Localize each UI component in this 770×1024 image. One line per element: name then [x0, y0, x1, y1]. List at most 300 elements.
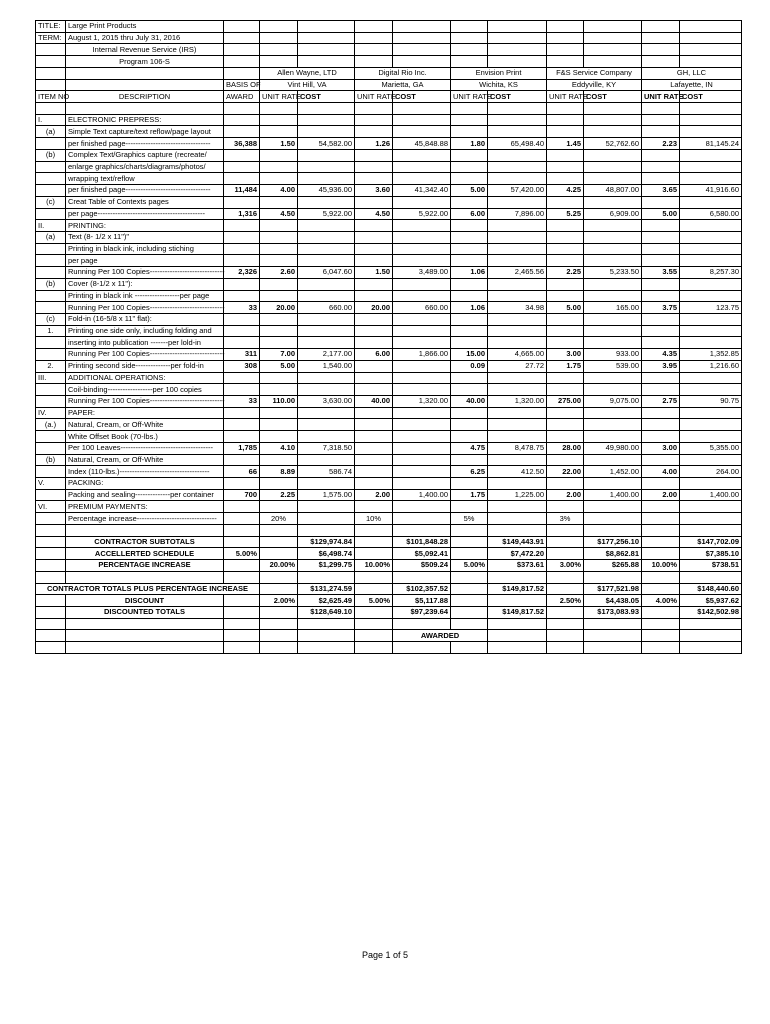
table-cell — [393, 243, 451, 255]
table-cell — [260, 173, 298, 185]
table-cell — [260, 231, 298, 243]
table-cell — [36, 56, 66, 68]
table-cell — [260, 114, 298, 126]
table-cell — [224, 642, 260, 654]
table-cell — [584, 290, 642, 302]
table-cell — [393, 372, 451, 384]
table-cell: wrapping text/reflow — [66, 173, 224, 185]
table-cell — [36, 548, 66, 560]
table-cell — [224, 149, 260, 161]
table-cell: 1,785 — [224, 442, 260, 454]
table-cell — [584, 196, 642, 208]
table-cell — [547, 21, 584, 33]
table-cell: $101,848.28 — [393, 536, 451, 548]
table-row — [36, 126, 742, 138]
table-cell: 5,922.00 — [298, 208, 355, 220]
table-cell: Text (8- 1/2 x 11")" — [66, 231, 224, 243]
table-cell: 45,848.88 — [393, 138, 451, 150]
table-row — [36, 501, 742, 513]
table-cell — [298, 114, 355, 126]
table-cell — [642, 337, 680, 349]
table-cell: DESCRIPTION — [66, 91, 224, 103]
table-cell — [36, 243, 66, 255]
table-cell — [680, 220, 742, 232]
table-cell: 5,233.50 — [584, 267, 642, 279]
table-cell: 41,916.60 — [680, 185, 742, 197]
table-cell — [355, 501, 393, 513]
table-row — [36, 79, 742, 91]
table-cell: 1.06 — [451, 267, 488, 279]
table-row — [36, 642, 742, 654]
table-cell — [355, 56, 393, 68]
table-cell: 2.25 — [260, 489, 298, 501]
table-cell: DISCOUNTED TOTALS — [66, 606, 224, 618]
table-cell — [298, 513, 355, 525]
table-cell: 6,047.60 — [298, 267, 355, 279]
table-cell: ACCELLERTED SCHEDULE — [66, 548, 224, 560]
table-cell — [393, 255, 451, 267]
table-cell — [36, 536, 66, 548]
table-cell — [547, 642, 584, 654]
table-row — [36, 278, 742, 290]
table-cell — [298, 325, 355, 337]
table-cell: AWARD — [224, 91, 260, 103]
page-number: Page 1 of 5 — [361, 950, 409, 960]
table-cell — [547, 32, 584, 44]
table-cell — [355, 196, 393, 208]
table-row — [36, 67, 742, 79]
table-cell — [298, 313, 355, 325]
table-cell — [451, 407, 488, 419]
table-cell — [355, 431, 393, 443]
table-cell — [680, 325, 742, 337]
table-cell — [260, 419, 298, 431]
table-cell: $6,498.74 — [298, 548, 355, 560]
table-cell — [547, 103, 584, 115]
table-cell — [260, 583, 298, 595]
table-cell — [355, 255, 393, 267]
table-cell: 90.75 — [680, 396, 742, 408]
table-cell — [642, 103, 680, 115]
table-row — [36, 208, 742, 220]
table-cell — [355, 114, 393, 126]
table-cell — [36, 79, 66, 91]
table-cell — [224, 243, 260, 255]
table-cell — [547, 173, 584, 185]
table-cell: 4.00 — [260, 185, 298, 197]
table-cell — [260, 478, 298, 490]
table-cell — [224, 419, 260, 431]
table-cell — [36, 606, 66, 618]
table-cell — [393, 44, 451, 56]
table-cell — [298, 501, 355, 513]
table-row — [36, 196, 742, 208]
table-cell — [224, 560, 260, 572]
table-cell — [224, 313, 260, 325]
table-cell — [547, 231, 584, 243]
table-cell — [488, 325, 547, 337]
table-cell — [451, 114, 488, 126]
table-cell — [451, 478, 488, 490]
table-cell: 1,320.00 — [488, 396, 547, 408]
table-cell — [584, 337, 642, 349]
table-cell — [584, 278, 642, 290]
table-cell — [680, 278, 742, 290]
table-cell — [488, 524, 547, 536]
table-cell — [642, 220, 680, 232]
table-cell — [66, 571, 224, 583]
table-cell: 33 — [224, 302, 260, 314]
table-cell — [547, 196, 584, 208]
table-cell — [224, 32, 260, 44]
table-cell — [355, 313, 393, 325]
table-cell: $8,862.81 — [584, 548, 642, 560]
table-cell — [488, 278, 547, 290]
table-cell — [393, 513, 451, 525]
table-cell: 2,326 — [224, 267, 260, 279]
table-cell — [393, 384, 451, 396]
table-cell — [451, 583, 488, 595]
table-cell: 2.00 — [642, 489, 680, 501]
table-cell: $149,443.91 — [488, 536, 547, 548]
table-cell — [451, 56, 488, 68]
table-cell: 1,400.00 — [393, 489, 451, 501]
table-cell — [488, 501, 547, 513]
table-cell — [224, 524, 260, 536]
table-cell — [36, 138, 66, 150]
table-cell: 10.00% — [642, 560, 680, 572]
table-cell — [584, 56, 642, 68]
table-row — [36, 606, 742, 618]
table-cell — [680, 571, 742, 583]
table-cell — [298, 384, 355, 396]
table-cell: 7.00 — [260, 349, 298, 361]
table-cell: 1,400.00 — [584, 489, 642, 501]
table-cell: Cover (8-1/2 x 11"): — [66, 278, 224, 290]
table-row — [36, 360, 742, 372]
table-cell — [547, 431, 584, 443]
table-row — [36, 595, 742, 607]
table-row — [36, 396, 742, 408]
table-cell: 700 — [224, 489, 260, 501]
table-row — [36, 290, 742, 302]
table-cell: 6.00 — [355, 349, 393, 361]
table-row — [36, 524, 742, 536]
table-cell — [260, 337, 298, 349]
table-cell: (b) — [36, 278, 66, 290]
table-cell — [66, 103, 224, 115]
table-row — [36, 337, 742, 349]
table-cell: Fold-in (16-5/8 x 11" flat): — [66, 313, 224, 325]
table-cell — [260, 524, 298, 536]
table-cell — [393, 454, 451, 466]
table-cell — [393, 56, 451, 68]
table-cell: $149,817.52 — [488, 606, 547, 618]
table-cell — [393, 524, 451, 536]
table-cell: 66 — [224, 466, 260, 478]
table-cell — [680, 103, 742, 115]
table-cell: Printing in black ink, including stiching — [66, 243, 224, 255]
table-cell: 5.00 — [451, 185, 488, 197]
table-cell — [642, 384, 680, 396]
table-cell — [547, 419, 584, 431]
table-cell: Running Per 100 Copies------------------------------ — [66, 267, 224, 279]
table-cell — [36, 337, 66, 349]
table-cell — [224, 173, 260, 185]
table-cell: 7,896.00 — [488, 208, 547, 220]
table-cell — [36, 161, 66, 173]
table-cell: 4,665.00 — [488, 349, 547, 361]
table-cell: 45,936.00 — [298, 185, 355, 197]
table-cell — [224, 196, 260, 208]
table-cell: (b) — [36, 149, 66, 161]
table-cell — [36, 466, 66, 478]
table-cell: per finished page---------------------------------- — [66, 138, 224, 150]
table-cell — [298, 243, 355, 255]
table-cell: F&S Service Company — [547, 67, 642, 79]
table-cell: $5,117.88 — [393, 595, 451, 607]
table-cell — [355, 372, 393, 384]
table-cell — [680, 337, 742, 349]
table-cell: I. — [36, 114, 66, 126]
table-row — [36, 220, 742, 232]
table-cell — [224, 290, 260, 302]
table-cell: 1. — [36, 325, 66, 337]
table-cell — [298, 419, 355, 431]
table-cell: 36,388 — [224, 138, 260, 150]
table-cell: 11,484 — [224, 185, 260, 197]
table-cell: $97,239.64 — [393, 606, 451, 618]
table-cell: 5.00% — [451, 560, 488, 572]
table-cell: 49,980.00 — [584, 442, 642, 454]
table-cell — [260, 21, 298, 33]
table-cell — [36, 103, 66, 115]
table-cell — [488, 21, 547, 33]
table-cell: 34.98 — [488, 302, 547, 314]
table-cell: 20.00 — [355, 302, 393, 314]
table-cell — [547, 44, 584, 56]
table-cell: 10.00% — [355, 560, 393, 572]
table-cell — [547, 372, 584, 384]
table-cell — [680, 630, 742, 642]
table-cell: ITEM NO — [36, 91, 66, 103]
table-cell — [36, 302, 66, 314]
table-cell: 1,866.00 — [393, 349, 451, 361]
table-cell — [36, 524, 66, 536]
table-cell: 2. — [36, 360, 66, 372]
table-cell — [547, 220, 584, 232]
table-cell — [355, 360, 393, 372]
table-cell — [355, 149, 393, 161]
table-cell — [584, 454, 642, 466]
table-cell: CONTRACTOR SUBTOTALS — [66, 536, 224, 548]
table-row — [36, 114, 742, 126]
table-cell — [393, 501, 451, 513]
table-cell — [260, 44, 298, 56]
table-cell: Running Per 100 Copies------------------------------ — [66, 396, 224, 408]
table-cell: UNIT RATE — [451, 91, 488, 103]
table-cell — [224, 220, 260, 232]
table-cell — [451, 454, 488, 466]
table-cell: V. — [36, 478, 66, 490]
table-cell: 5.00 — [260, 360, 298, 372]
table-cell — [393, 32, 451, 44]
table-cell — [451, 618, 488, 630]
table-cell — [547, 56, 584, 68]
table-cell — [66, 524, 224, 536]
table-cell — [355, 454, 393, 466]
table-cell — [488, 196, 547, 208]
table-cell — [355, 583, 393, 595]
table-row — [36, 536, 742, 548]
table-cell — [584, 103, 642, 115]
table-cell — [451, 548, 488, 560]
table-cell: 1.75 — [451, 489, 488, 501]
table-cell: 123.75 — [680, 302, 742, 314]
table-row — [36, 231, 742, 243]
table-cell — [260, 278, 298, 290]
table-cell — [298, 161, 355, 173]
table-cell: II. — [36, 220, 66, 232]
table-cell: 308 — [224, 360, 260, 372]
table-cell: $177,521.98 — [584, 583, 642, 595]
table-cell: $5,937.62 — [680, 595, 742, 607]
table-cell — [66, 642, 224, 654]
table-cell — [36, 185, 66, 197]
table-cell — [36, 290, 66, 302]
table-cell — [680, 231, 742, 243]
table-cell — [298, 290, 355, 302]
table-cell — [393, 161, 451, 173]
table-cell — [680, 126, 742, 138]
table-cell — [36, 560, 66, 572]
table-cell — [298, 149, 355, 161]
table-cell — [642, 313, 680, 325]
table-cell — [224, 56, 260, 68]
table-cell: Running Per 100 Copies------------------------------ — [66, 302, 224, 314]
table-cell: 2.25 — [547, 267, 584, 279]
table-cell: III. — [36, 372, 66, 384]
table-cell — [680, 431, 742, 443]
table-cell: 3,489.00 — [393, 267, 451, 279]
table-cell — [584, 32, 642, 44]
table-cell — [451, 536, 488, 548]
table-cell — [451, 313, 488, 325]
table-cell: 40.00 — [451, 396, 488, 408]
table-cell — [488, 513, 547, 525]
table-cell: $148,440.60 — [680, 583, 742, 595]
table-cell — [584, 630, 642, 642]
table-cell: (b) — [36, 454, 66, 466]
table-row — [36, 173, 742, 185]
table-cell — [224, 44, 260, 56]
table-row — [36, 255, 742, 267]
table-cell — [642, 478, 680, 490]
table-cell — [488, 618, 547, 630]
table-cell: 41,342.40 — [393, 185, 451, 197]
table-cell — [36, 208, 66, 220]
table-cell — [680, 243, 742, 255]
table-cell — [642, 419, 680, 431]
table-cell — [36, 384, 66, 396]
table-cell: Coil-binding------------------per 100 copies — [66, 384, 224, 396]
table-cell — [642, 32, 680, 44]
table-cell: Printing one side only, including folding and — [66, 325, 224, 337]
table-cell — [298, 454, 355, 466]
table-cell — [488, 407, 547, 419]
table-cell: 3,630.00 — [298, 396, 355, 408]
table-cell — [488, 114, 547, 126]
table-cell — [642, 21, 680, 33]
table-cell — [224, 337, 260, 349]
table-cell — [260, 642, 298, 654]
table-cell: 0.09 — [451, 360, 488, 372]
bid-abstract-sheet — [35, 20, 742, 654]
table-cell — [298, 103, 355, 115]
table-cell: Running Per 100 Copies------------------------------ — [66, 349, 224, 361]
table-cell — [547, 618, 584, 630]
table-cell: 5,355.00 — [680, 442, 742, 454]
table-cell — [393, 407, 451, 419]
table-cell: 5.00 — [547, 302, 584, 314]
table-cell — [298, 372, 355, 384]
table-cell — [584, 21, 642, 33]
table-cell — [584, 642, 642, 654]
table-cell — [355, 466, 393, 478]
table-cell — [224, 606, 260, 618]
table-cell: (a) — [36, 231, 66, 243]
table-cell — [224, 67, 260, 79]
table-cell — [642, 290, 680, 302]
table-cell — [584, 501, 642, 513]
table-cell: inserting into publication -------per lold-in — [66, 337, 224, 349]
table-cell — [680, 114, 742, 126]
table-cell — [642, 126, 680, 138]
table-cell — [298, 337, 355, 349]
table-cell: 275.00 — [547, 396, 584, 408]
table-cell: 3.65 — [642, 185, 680, 197]
table-cell — [393, 220, 451, 232]
table-row — [36, 478, 742, 490]
table-cell — [355, 384, 393, 396]
table-cell — [298, 407, 355, 419]
table-cell — [298, 431, 355, 443]
table-cell — [355, 325, 393, 337]
table-cell — [355, 606, 393, 618]
table-cell — [642, 583, 680, 595]
table-cell: 81,145.24 — [680, 138, 742, 150]
table-cell — [355, 407, 393, 419]
table-cell — [451, 243, 488, 255]
table-cell — [451, 290, 488, 302]
table-row — [36, 44, 742, 56]
table-cell: 8,478.75 — [488, 442, 547, 454]
table-cell: AWARDED — [393, 630, 488, 642]
table-cell — [642, 243, 680, 255]
table-cell: 15.00 — [451, 349, 488, 361]
table-cell — [36, 255, 66, 267]
table-row — [36, 161, 742, 173]
table-row — [36, 442, 742, 454]
table-cell — [680, 478, 742, 490]
table-cell — [584, 325, 642, 337]
table-cell: PAPER: — [66, 407, 224, 419]
table-cell — [355, 44, 393, 56]
table-cell: Simple Text capture/text reflow/page layout — [66, 126, 224, 138]
table-cell — [680, 32, 742, 44]
table-row — [36, 149, 742, 161]
table-cell — [36, 442, 66, 454]
